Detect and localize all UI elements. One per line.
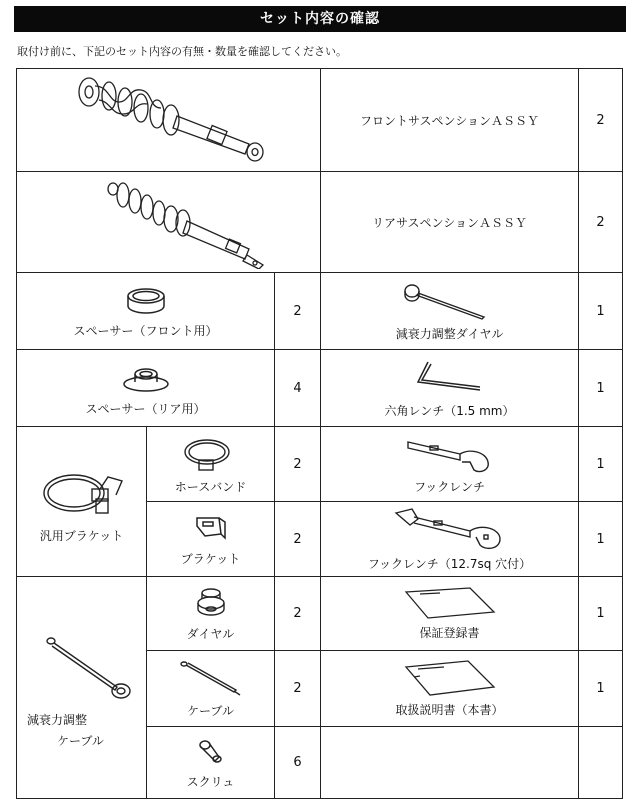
- bracket-group-label: 汎用ブラケット: [39, 529, 124, 543]
- hex-wrench-name: 六角レンチ（1.5 mm）: [384, 403, 515, 418]
- empty-cell: [321, 727, 579, 799]
- page-header: セット内容の確認: [14, 6, 626, 32]
- spacer-rear-name: スペーサー（リア用）: [85, 401, 206, 416]
- hook-wrench-hole-icon: [390, 507, 510, 551]
- screw-icon: [191, 735, 231, 769]
- front-suspension-qty: 2: [579, 69, 623, 172]
- rear-suspension-qty: 2: [579, 172, 623, 273]
- dial-name: ダイヤル: [186, 627, 235, 641]
- hex-wrench-icon: [400, 358, 500, 398]
- cable-name: ケーブル: [187, 704, 234, 718]
- front-suspension-name: フロントサスペンションＡＳＳＹ: [321, 69, 579, 172]
- spacer-front-qty: 2: [275, 273, 321, 350]
- manual-qty: 1: [579, 651, 623, 727]
- dial-qty: 2: [275, 577, 321, 651]
- contents-table: [16, 68, 623, 799]
- table-row: [17, 69, 623, 172]
- hose-band-qty: 2: [275, 427, 321, 502]
- dial-cell: [147, 577, 275, 651]
- dial-adjuster-cell: [321, 273, 579, 350]
- table-row: [17, 577, 623, 651]
- dial-adjuster-qty: 1: [579, 273, 623, 350]
- bracket-group-cell: [17, 427, 147, 577]
- table-row: [17, 172, 623, 273]
- spacer-front-cell: [17, 273, 275, 350]
- hook-wrench-name: フックレンチ: [414, 479, 485, 494]
- screw-name: スクリュ: [186, 775, 235, 789]
- spacer-rear-qty: 4: [275, 350, 321, 427]
- spacer-rear-icon: [116, 360, 176, 396]
- hook-wrench-hole-qty: 1: [579, 502, 623, 577]
- warranty-cell: [321, 577, 579, 651]
- manual-cell: [321, 651, 579, 727]
- cable-group-label-2: ケーブル: [57, 733, 104, 748]
- warranty-qty: 1: [579, 577, 623, 651]
- intro-text: 取付け前に、下記のセット内容の有無・数量を確認してください。: [17, 45, 347, 58]
- bracket-cell: [147, 502, 275, 577]
- spacer-rear-cell: [17, 350, 275, 427]
- cable-group-label-1: 減衰力調整: [27, 712, 88, 727]
- screw-cell: [147, 727, 275, 799]
- hex-wrench-qty: 1: [579, 350, 623, 427]
- hook-wrench-icon: [400, 434, 500, 474]
- dial-adjuster-icon: [390, 281, 510, 321]
- dial-adjuster-name: 減衰力調整ダイヤル: [395, 326, 504, 341]
- hook-wrench-qty: 1: [579, 427, 623, 502]
- rear-suspension-illustration: [17, 172, 321, 273]
- spacer-front-name: スペーサー（フロント用）: [73, 323, 218, 338]
- warranty-name: 保証登録書: [419, 626, 480, 640]
- cable-qty: 2: [275, 651, 321, 727]
- table-row: [17, 273, 623, 350]
- table-row: [17, 350, 623, 427]
- cable-cell: [147, 651, 275, 727]
- front-suspension-illustration: [17, 69, 321, 172]
- bracket-icon: [191, 512, 231, 546]
- damping-cable-icon: [37, 627, 137, 707]
- hook-wrench-hole-cell: [321, 502, 579, 577]
- hook-wrench-cell: [321, 427, 579, 502]
- hex-wrench-cell: [321, 350, 579, 427]
- spacer-front-icon: [116, 284, 176, 318]
- hose-band-name: ホースバンド: [174, 479, 247, 494]
- bracket-qty: 2: [275, 502, 321, 577]
- cable-icon: [176, 658, 246, 698]
- table-row: [17, 427, 623, 502]
- rear-suspension-name: リアサスペンションＡＳＳＹ: [321, 172, 579, 273]
- warranty-card-icon: [400, 586, 500, 620]
- empty-qty-cell: [579, 727, 623, 799]
- manual-name: 取扱説明書（本書）: [395, 703, 504, 717]
- screw-qty: 6: [275, 727, 321, 799]
- manual-icon: [400, 659, 500, 697]
- dial-icon: [191, 585, 231, 621]
- bracket-name: ブラケット: [180, 551, 241, 566]
- cable-group-cell: [17, 577, 147, 799]
- universal-bracket-icon: [36, 459, 128, 523]
- hook-wrench-hole-name: フックレンチ（12.7sq 穴付）: [367, 556, 532, 571]
- hose-band-icon: [179, 434, 243, 474]
- hose-band-cell: [147, 427, 275, 502]
